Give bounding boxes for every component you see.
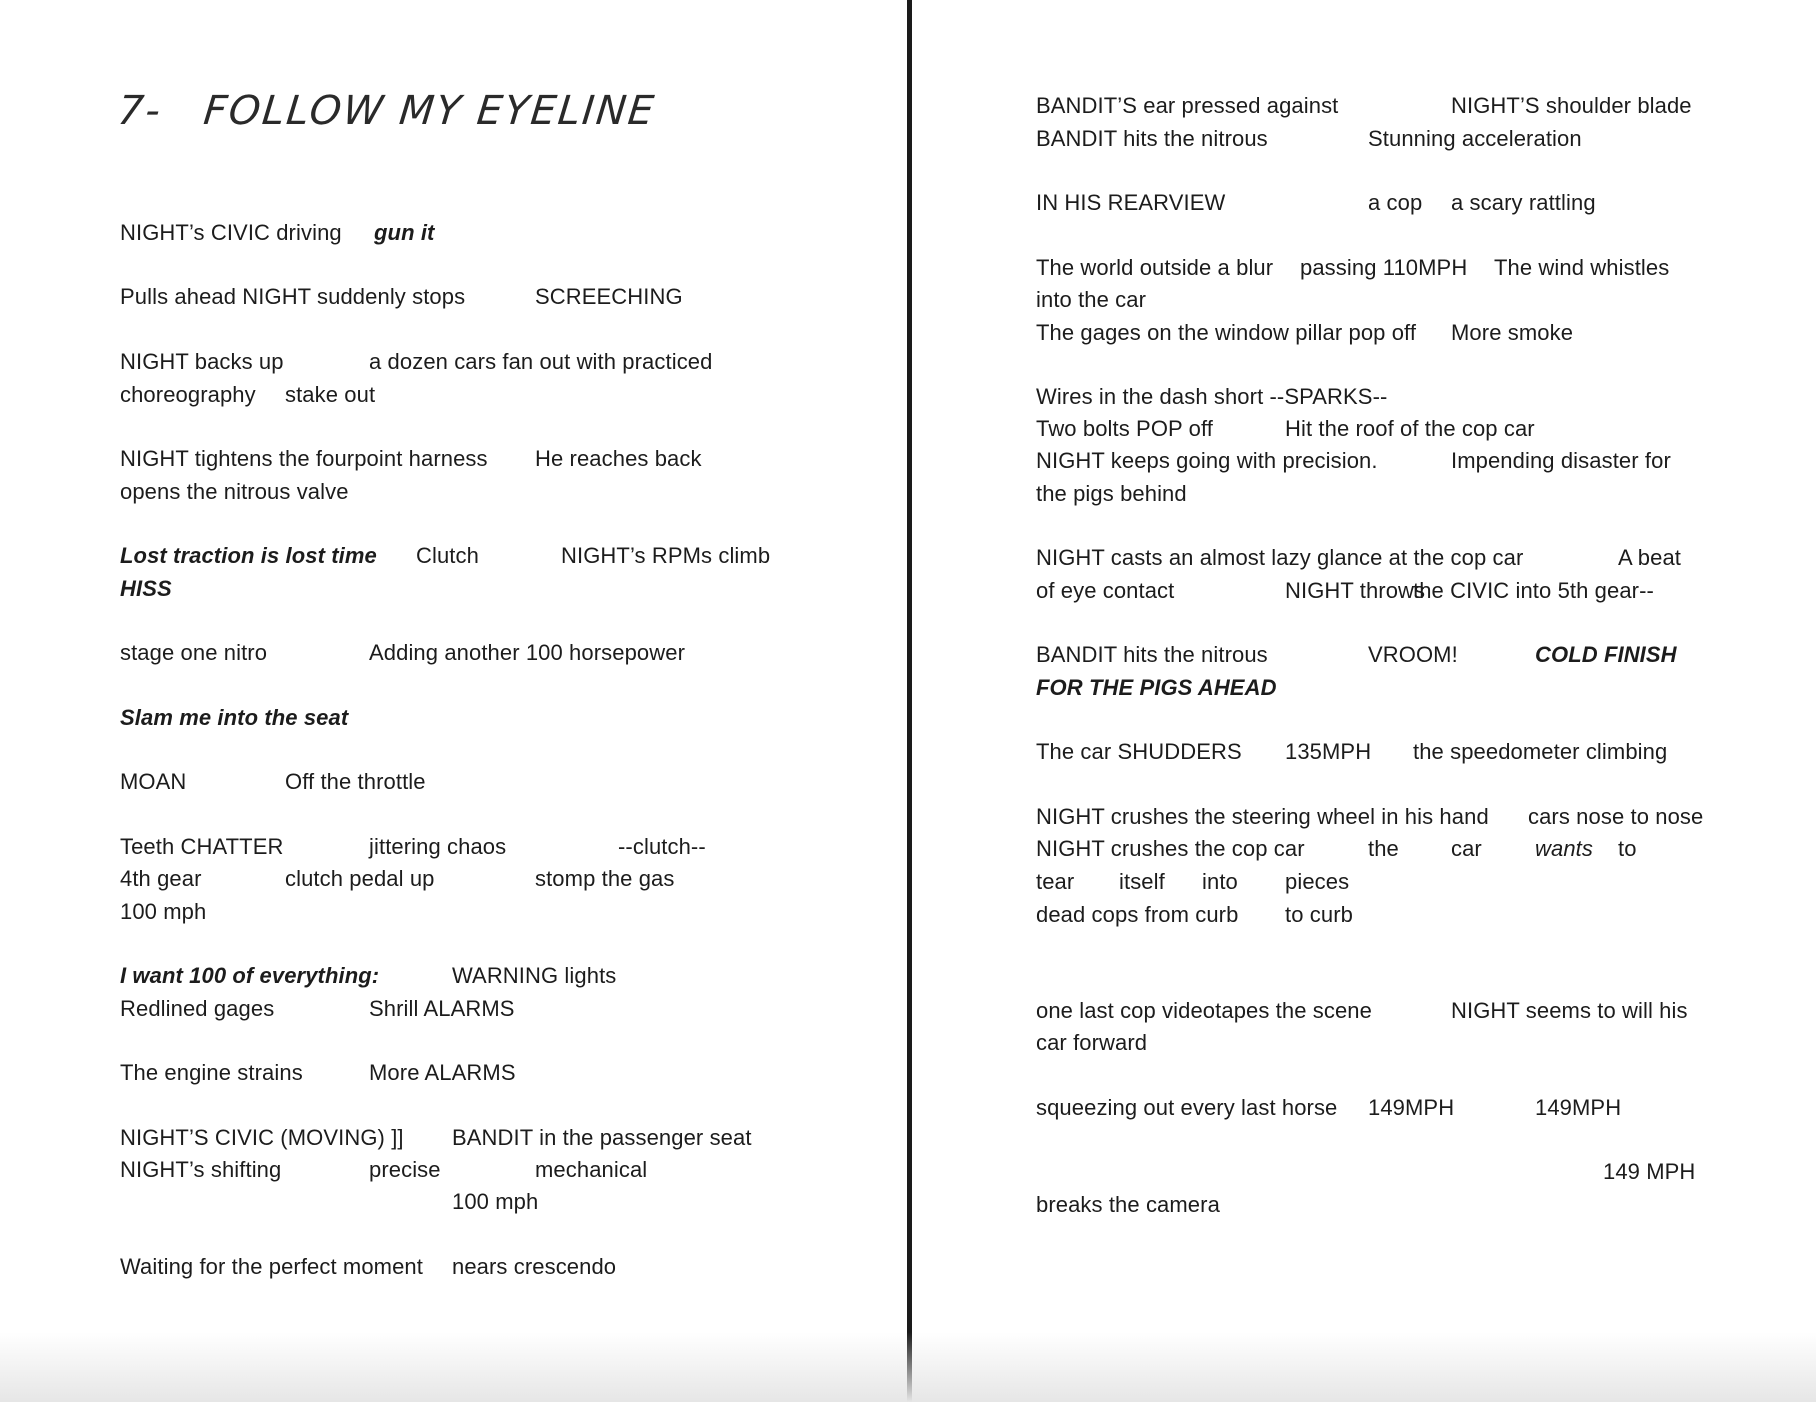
script-line: A beat <box>1618 545 1681 570</box>
script-line: the pigs behind <box>1036 481 1187 506</box>
script-line: squeezing out every last horse <box>1036 1095 1338 1120</box>
script-line: opens the nitrous valve <box>120 479 349 504</box>
script-line: MOAN <box>120 769 187 794</box>
script-line: dead cops from curb <box>1036 902 1239 927</box>
script-line: NIGHT’S CIVIC (MOVING) ]] <box>120 1125 404 1150</box>
script-line: Slam me into the seat <box>120 705 349 730</box>
script-line: The gages on the window pillar pop off <box>1036 320 1417 345</box>
script-line: WARNING lights <box>452 963 617 988</box>
script-line: car <box>1451 836 1482 861</box>
script-line: NIGHT’s CIVIC driving <box>120 220 342 245</box>
script-line: pieces <box>1285 869 1350 894</box>
script-line: a dozen cars fan out with practiced <box>369 349 713 374</box>
script-line: NIGHT throws <box>1285 578 1426 603</box>
script-line: 100 mph <box>452 1189 539 1214</box>
script-line: The wind whistles <box>1494 255 1670 280</box>
script-line: NIGHT crushes the steering wheel in his hand <box>1036 804 1489 829</box>
script-line: 4th gear <box>120 866 202 891</box>
script-line: mechanical <box>535 1157 648 1182</box>
script-line: COLD FINISH <box>1535 642 1677 667</box>
script-line: The engine strains <box>120 1060 303 1085</box>
script-line: Pulls ahead NIGHT suddenly stops <box>120 284 466 309</box>
script-line: Wires in the dash short --SPARKS-- <box>1036 384 1388 409</box>
script-line: stake out <box>285 382 376 407</box>
script-line: the <box>1368 836 1399 861</box>
script-line: Shrill ALARMS <box>369 996 515 1021</box>
script-line: to curb <box>1285 902 1353 927</box>
script-line: precise <box>369 1157 441 1182</box>
script-line: BANDIT in the passenger seat <box>452 1125 752 1150</box>
script-line: 135MPH <box>1285 739 1372 764</box>
script-line: 149 MPH <box>1603 1159 1696 1184</box>
script-line: into <box>1202 869 1238 894</box>
left-page <box>0 0 907 1402</box>
script-line: NIGHT’s RPMs climb <box>561 543 771 568</box>
script-line: HISS <box>120 576 172 601</box>
script-line: breaks the camera <box>1036 1192 1220 1217</box>
script-line: Redlined gages <box>120 996 275 1021</box>
script-line: Stunning acceleration <box>1368 126 1582 151</box>
script-line: NIGHT casts an almost lazy glance at the cop car <box>1036 545 1524 570</box>
script-line: tear <box>1036 869 1075 894</box>
script-line: Impending disaster for <box>1451 448 1671 473</box>
script-line: NIGHT backs up <box>120 349 284 374</box>
script-line: Hit the roof of the cop car <box>1285 416 1535 441</box>
script-line: stage one nitro <box>120 640 268 665</box>
script-line: wants <box>1535 836 1593 861</box>
section-number: 7- <box>115 88 165 134</box>
script-line: Two bolts POP off <box>1036 416 1213 441</box>
script-line: NIGHT’s shifting <box>120 1157 282 1182</box>
script-line: He reaches back <box>535 446 702 471</box>
script-line: Lost traction is lost time <box>120 543 377 568</box>
script-line: The car SHUDDERS <box>1036 739 1242 764</box>
script-line: I want 100 of everything: <box>120 963 380 988</box>
script-line: car forward <box>1036 1030 1148 1055</box>
script-line: Clutch <box>416 543 479 568</box>
script-line: one last cop videotapes the scene <box>1036 998 1372 1023</box>
script-line: NIGHT crushes the cop car <box>1036 836 1305 861</box>
script-line: NIGHT keeps going with precision. <box>1036 448 1378 473</box>
script-line: cars nose to nose <box>1528 804 1704 829</box>
script-line: BANDIT’S ear pressed against <box>1036 93 1339 118</box>
script-line: 100 mph <box>120 899 207 924</box>
script-line: Waiting for the perfect moment <box>120 1254 423 1279</box>
script-line: into the car <box>1036 287 1147 312</box>
script-line: The world outside a blur <box>1036 255 1274 280</box>
section-heading: FOLLOW MY EYELINE <box>201 88 658 134</box>
script-line: FOR THE PIGS AHEAD <box>1036 675 1277 700</box>
script-line: More smoke <box>1451 320 1574 345</box>
script-line: SCREECHING <box>535 284 683 309</box>
script-line: the speedometer climbing <box>1413 739 1668 764</box>
script-line: 149MPH <box>1368 1095 1455 1120</box>
script-line: Off the throttle <box>285 769 426 794</box>
script-line: nears crescendo <box>452 1254 617 1279</box>
script-line: Adding another 100 horsepower <box>369 640 686 665</box>
script-line: a scary rattling <box>1451 190 1596 215</box>
script-line: NIGHT tightens the fourpoint harness <box>120 446 488 471</box>
script-line: clutch pedal up <box>285 866 435 891</box>
script-line: More ALARMS <box>369 1060 516 1085</box>
script-line: a cop <box>1368 190 1423 215</box>
script-line: VROOM! <box>1368 642 1458 667</box>
script-line: BANDIT hits the nitrous <box>1036 642 1268 667</box>
script-line: NIGHT’S shoulder blade <box>1451 93 1692 118</box>
script-line: passing 110MPH <box>1300 255 1468 280</box>
script-line: choreography <box>120 382 256 407</box>
script-line: Teeth CHATTER <box>120 834 284 859</box>
script-line: itself <box>1119 869 1165 894</box>
script-line: the CIVIC into 5th gear-- <box>1413 578 1654 603</box>
script-line: jittering chaos <box>369 834 507 859</box>
right-page <box>912 0 1816 1402</box>
script-line: to <box>1618 836 1637 861</box>
script-line: NIGHT seems to will his <box>1451 998 1688 1023</box>
script-line: IN HIS REARVIEW <box>1036 190 1226 215</box>
script-line: gun it <box>374 220 435 245</box>
script-line: BANDIT hits the nitrous <box>1036 126 1268 151</box>
script-line: 149MPH <box>1535 1095 1622 1120</box>
script-line: of eye contact <box>1036 578 1175 603</box>
section-title <box>116 88 658 134</box>
script-line: --clutch-- <box>618 834 706 859</box>
script-line: stomp the gas <box>535 866 675 891</box>
